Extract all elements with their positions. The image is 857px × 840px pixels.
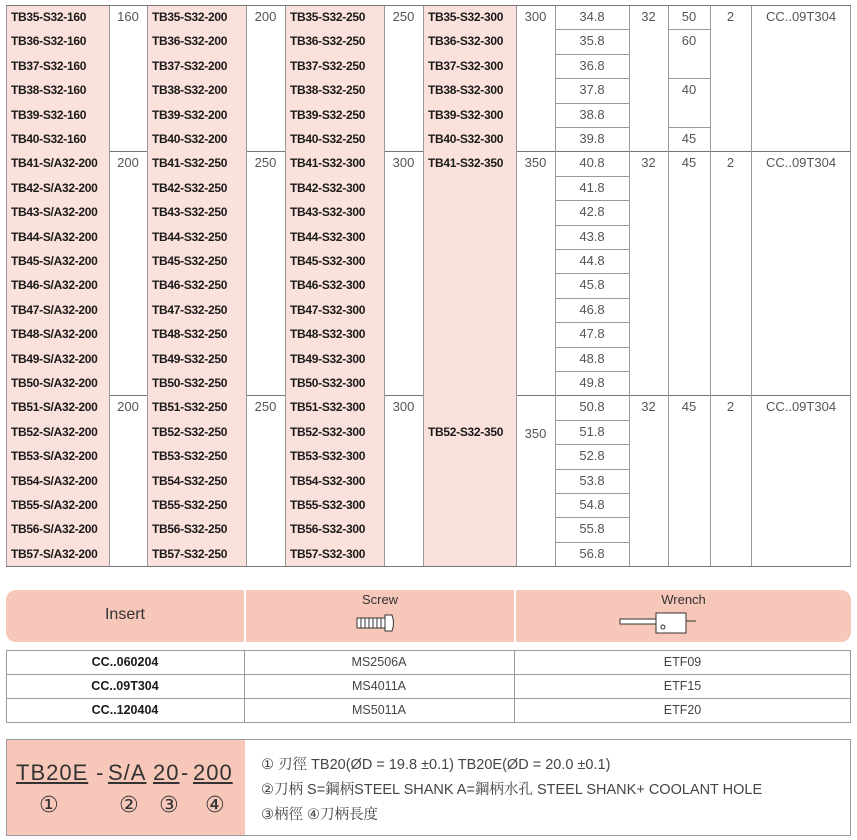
- diameter-value: 55.8: [579, 521, 605, 537]
- model-code: TB42-S32-300: [290, 180, 366, 195]
- model-code: TB43-S32-250: [152, 205, 228, 220]
- length-value: 250: [254, 155, 277, 171]
- diameter-value: 49.8: [579, 375, 605, 390]
- model-code: TB50-S32-300: [290, 376, 366, 390]
- code-dash: -: [96, 760, 105, 785]
- model-code: TB49-S32-250: [152, 351, 228, 366]
- model-code: TB42-S32-250: [152, 180, 228, 195]
- length-value: 300: [524, 9, 547, 24]
- screw-icon: [356, 612, 396, 634]
- length-value: 200: [117, 399, 139, 415]
- model-code: TB39-S32-160: [11, 107, 87, 122]
- model-code: TB51-S/A32-200: [11, 400, 98, 415]
- qty-value: 2: [726, 155, 735, 171]
- length-value: 200: [117, 155, 139, 171]
- model-code: TB40-S32-160: [11, 132, 87, 146]
- diameter-value: 40.8: [579, 155, 605, 171]
- model-code: TB41-S32-350: [428, 156, 504, 171]
- row-divider: [555, 469, 629, 470]
- model-code: TB38-S32-300: [428, 83, 504, 98]
- model-code: TB35-S32-250: [290, 10, 366, 24]
- diameter-value: 51.8: [579, 423, 605, 439]
- model-code: TB35-S32-160: [11, 10, 87, 24]
- column-divider: [246, 5, 247, 566]
- model-code: TB54-S32-250: [152, 473, 228, 488]
- extension-value: 40: [681, 82, 697, 98]
- row-divider: [555, 444, 629, 445]
- wrench-part-number: ETF09: [663, 655, 702, 669]
- row-divider: [555, 200, 629, 201]
- insert-part-number: CC..120404: [91, 703, 159, 717]
- model-code: TB45-S32-250: [152, 254, 228, 268]
- row-divider: [555, 249, 629, 250]
- length-value: 350: [524, 155, 547, 171]
- marker-3: ③: [159, 792, 179, 817]
- row-divider: [555, 78, 629, 79]
- row-divider: [555, 420, 629, 421]
- code-part-length: 200: [193, 760, 233, 785]
- row-divider: [668, 78, 710, 79]
- column-divider: [710, 5, 711, 566]
- code-part-dia: 20: [153, 760, 180, 785]
- insert-value: CC..09T304: [765, 399, 837, 415]
- length-value: 160: [117, 9, 139, 24]
- model-code: TB54-S32-300: [290, 473, 366, 488]
- model-code: TB41-S/A32-200: [11, 156, 98, 171]
- model-code: TB56-S32-300: [290, 522, 366, 537]
- row-divider: [555, 347, 629, 348]
- model-code: TB40-S32-250: [290, 132, 366, 146]
- column-divider: [6, 650, 7, 722]
- model-code: TB44-S32-250: [152, 229, 228, 244]
- row-divider: [555, 54, 629, 55]
- row-divider: [555, 176, 629, 177]
- model-code: TB37-S32-250: [290, 58, 366, 73]
- model-code: TB41-S32-300: [290, 156, 366, 171]
- extension-value: 45: [681, 131, 697, 146]
- diameter-value: 39.8: [579, 131, 605, 146]
- model-code: TB39-S32-250: [290, 107, 366, 122]
- diameter-value: 42.8: [579, 204, 605, 220]
- model-code: TB45-S32-300: [290, 254, 366, 268]
- row-divider: [555, 103, 629, 104]
- row-divider: [6, 698, 851, 699]
- diameter-value: 38.8: [579, 106, 605, 122]
- shank-value: 32: [641, 399, 656, 415]
- row-divider: [6, 650, 851, 651]
- model-code: TB43-S/A32-200: [11, 205, 98, 220]
- extension-value: 45: [681, 155, 697, 171]
- diameter-value: 45.8: [579, 277, 605, 293]
- model-code: TB38-S32-200: [152, 83, 228, 98]
- tool-spec-table: [6, 5, 851, 570]
- model-code: TB48-S/A32-200: [11, 327, 98, 342]
- diameter-value: 54.8: [579, 497, 605, 512]
- row-divider: [6, 674, 851, 675]
- screw-part-number: MS2506A: [351, 655, 407, 669]
- accessories-table: [6, 590, 851, 722]
- model-code: TB45-S/A32-200: [11, 254, 98, 268]
- model-code: TB35-S32-300: [428, 10, 504, 24]
- shank-value: 32: [641, 9, 656, 24]
- model-code: TB40-S32-200: [152, 132, 228, 146]
- model-code: TB53-S32-250: [152, 449, 228, 464]
- wrench-part-number: ETF20: [663, 703, 702, 717]
- code-dash: -: [181, 760, 190, 785]
- model-code: TB37-S32-300: [428, 58, 504, 73]
- model-code: TB46-S32-300: [290, 278, 366, 293]
- diameter-value: 50.8: [579, 399, 605, 415]
- table-top-border: [6, 5, 851, 6]
- column-divider: [555, 5, 556, 566]
- code-column-bg: [423, 151, 516, 395]
- model-code: TB49-S/A32-200: [11, 351, 98, 366]
- column-divider: [516, 5, 517, 566]
- row-divider: [555, 371, 629, 372]
- length-value: 200: [254, 9, 277, 24]
- column-divider: [285, 5, 286, 566]
- model-code: TB36-S32-250: [290, 34, 366, 49]
- model-code: TB55-S/A32-200: [11, 498, 98, 512]
- wrench-part-number: ETF15: [663, 679, 702, 693]
- screw-part-number: MS4011A: [352, 679, 406, 693]
- length-value: 300: [392, 399, 415, 415]
- diameter-value: 34.8: [579, 9, 605, 24]
- group-divider: [6, 566, 851, 567]
- model-code: TB41-S32-250: [152, 156, 228, 171]
- model-code: TB38-S32-250: [290, 83, 366, 98]
- model-code: TB37-S32-200: [152, 58, 228, 73]
- model-code: TB52-S/A32-200: [11, 424, 98, 439]
- model-code: TB48-S32-250: [152, 327, 228, 342]
- model-code: TB46-S/A32-200: [11, 278, 98, 293]
- column-divider: [850, 650, 851, 722]
- diameter-value: 47.8: [579, 326, 605, 342]
- model-code: TB47-S32-250: [152, 302, 228, 317]
- model-code: TB55-S32-300: [290, 498, 366, 512]
- diameter-value: 41.8: [579, 179, 605, 195]
- column-divider: [668, 5, 669, 566]
- model-code: TB47-S/A32-200: [11, 302, 98, 317]
- legend-line-shank: ②刀柄 S=鋼柄STEEL SHANK A=鋼柄水孔 STEEL SHANK+ COOLANT HOLE: [261, 782, 763, 798]
- marker-1: ①: [39, 792, 59, 817]
- column-divider: [6, 5, 7, 566]
- marker-2: ②: [119, 792, 139, 817]
- diameter-value: 48.8: [579, 350, 605, 366]
- model-code: TB56-S/A32-200: [11, 522, 98, 537]
- length-value: 350: [524, 425, 547, 441]
- length-value: 300: [392, 155, 415, 171]
- model-code: TB42-S/A32-200: [11, 180, 98, 195]
- insert-value: CC..09T304: [765, 9, 837, 24]
- row-divider: [555, 322, 629, 323]
- length-value: 250: [392, 9, 415, 24]
- code-part-type: TB20E: [16, 760, 89, 785]
- code-part-shank: S/A: [108, 760, 147, 785]
- column-divider: [629, 5, 630, 566]
- diameter-value: 56.8: [579, 545, 605, 561]
- model-code: TB50-S/A32-200: [11, 376, 98, 390]
- model-code: TB53-S/A32-200: [11, 449, 98, 464]
- column-divider: [384, 5, 385, 566]
- column-divider: [850, 5, 851, 566]
- marker-4: ④: [205, 792, 225, 817]
- model-code: TB35-S32-200: [152, 10, 228, 24]
- model-code: TB36-S32-200: [152, 34, 228, 49]
- model-code: TB56-S32-250: [152, 522, 228, 537]
- diameter-value: 52.8: [579, 448, 605, 464]
- model-code: TB46-S32-250: [152, 278, 228, 293]
- diameter-value: 53.8: [579, 472, 605, 488]
- model-code: TB44-S32-300: [290, 229, 366, 244]
- model-code: TB36-S32-300: [428, 34, 504, 49]
- column-divider: [423, 5, 424, 566]
- model-code: TB40-S32-300: [428, 132, 504, 146]
- row-divider: [555, 542, 629, 543]
- row-divider: [555, 493, 629, 494]
- insert-value: CC..09T304: [765, 155, 837, 171]
- shank-value: 32: [641, 155, 656, 171]
- model-code: TB52-S32-250: [152, 424, 228, 439]
- model-code: TB51-S32-250: [152, 400, 228, 415]
- model-code: TB55-S32-250: [152, 498, 228, 512]
- row-divider: [555, 127, 629, 128]
- column-divider: [109, 5, 110, 566]
- row-divider: [555, 298, 629, 299]
- row-divider: [555, 225, 629, 226]
- diameter-value: 44.8: [579, 253, 605, 268]
- extension-value: 50: [681, 9, 697, 24]
- diameter-value: 37.8: [579, 82, 605, 98]
- screw-header: Screw: [361, 592, 399, 607]
- row-divider: [6, 722, 851, 723]
- diameter-value: 35.8: [579, 33, 605, 49]
- model-code: TB44-S/A32-200: [11, 229, 98, 244]
- code-legend: [6, 739, 851, 836]
- row-divider: [668, 127, 710, 128]
- model-code: TB50-S32-250: [152, 376, 228, 390]
- legend-line-diameter: ① 刃徑 TB20(ØD = 19.8 ±0.1) TB20E(ØD = 20.0 ±0.1): [261, 757, 611, 773]
- model-code: TB36-S32-160: [11, 34, 87, 49]
- model-code: TB48-S32-300: [290, 327, 366, 342]
- model-code: TB57-S/A32-200: [11, 546, 98, 561]
- length-value: 250: [254, 399, 277, 415]
- model-code: TB52-S32-300: [290, 424, 366, 439]
- screw-part-number: MS5011A: [352, 703, 406, 717]
- column-divider: [244, 650, 245, 722]
- row-divider: [668, 29, 710, 30]
- insert-part-number: CC..09T304: [91, 679, 159, 693]
- code-breakdown: [7, 740, 245, 835]
- model-code: TB51-S32-300: [290, 400, 366, 415]
- model-code: TB57-S32-250: [152, 546, 228, 561]
- row-divider: [555, 273, 629, 274]
- model-code: TB53-S32-300: [290, 449, 366, 464]
- model-code: TB54-S/A32-200: [11, 473, 98, 488]
- extension-value: 45: [681, 399, 697, 415]
- extension-value: 60: [681, 33, 697, 49]
- column-divider: [147, 5, 148, 566]
- diameter-value: 43.8: [579, 228, 605, 244]
- qty-value: 2: [726, 399, 735, 415]
- row-divider: [555, 517, 629, 518]
- model-code: TB39-S32-200: [152, 107, 228, 122]
- wrench-icon: [618, 610, 698, 638]
- model-code: TB38-S32-160: [11, 83, 87, 98]
- insert-part-number: CC..060204: [91, 655, 159, 669]
- column-divider: [514, 650, 515, 722]
- diameter-value: 36.8: [579, 57, 605, 73]
- insert-header: Insert: [104, 606, 145, 623]
- model-code: TB52-S32-350: [428, 424, 504, 439]
- model-code: TB43-S32-300: [290, 205, 366, 220]
- model-code: TB49-S32-300: [290, 351, 366, 366]
- legend-line-length: ③柄徑 ④刀柄長度: [261, 807, 379, 823]
- qty-value: 2: [726, 9, 735, 24]
- model-code: TB57-S32-300: [290, 546, 366, 561]
- column-divider: [751, 5, 752, 566]
- wrench-header: Wrench: [661, 592, 706, 607]
- model-code: TB39-S32-300: [428, 107, 504, 122]
- model-code: TB47-S32-300: [290, 302, 366, 317]
- model-code: TB37-S32-160: [11, 58, 87, 73]
- diameter-value: 46.8: [579, 301, 605, 317]
- row-divider: [555, 29, 629, 30]
